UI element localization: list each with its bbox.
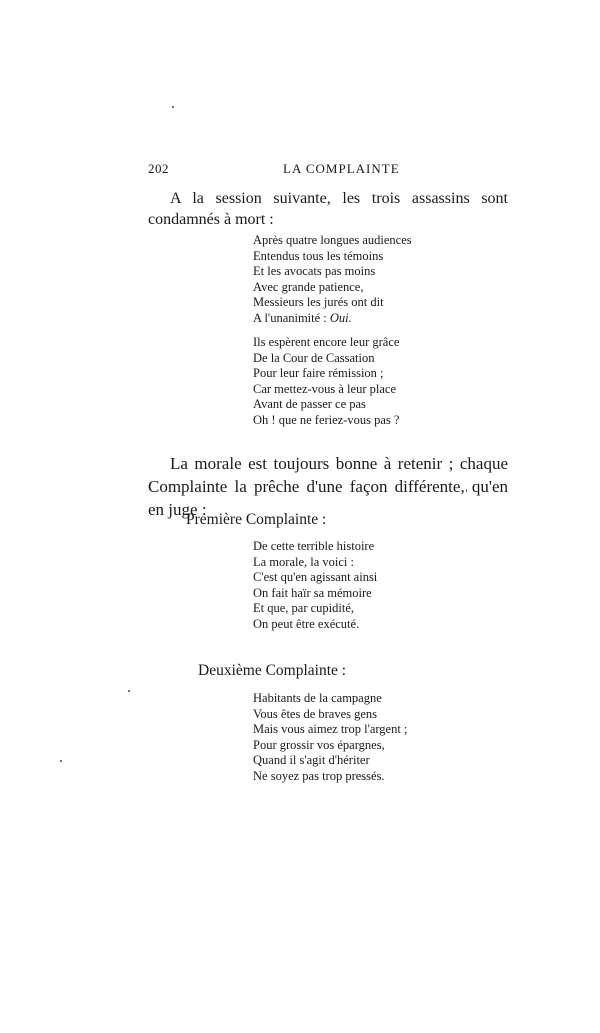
verse-line [253, 311, 412, 327]
page-number: 202 [148, 161, 169, 176]
verse-line: Et que, par cupidité, [253, 601, 355, 615]
verse-stanza-grace [253, 335, 399, 428]
verse-line-text: A l'unanimité : [253, 310, 330, 325]
verse-line: Après quatre longues audiences [253, 233, 412, 247]
print-speck [128, 690, 130, 692]
verse-line: Et les avocats pas moins [253, 264, 376, 278]
verse-line: Pour leur faire rémission ; [253, 366, 384, 380]
verse-line: Ils espèrent encore leur grâce [253, 335, 400, 349]
verse-line: Mais vous aimez trop l'argent ; [253, 722, 408, 736]
paragraph-session: A la session suivante, les trois assassins sont condamnés à mort : [148, 190, 508, 228]
verse-stanza-verdict [253, 233, 412, 326]
verse-line: Ne soyez pas trop pressés. [253, 768, 385, 783]
verse-line: Quand il s'agit d'hériter [253, 753, 370, 767]
subheading-first-complainte: Première Complainte : [186, 511, 327, 528]
verse-line: C'est qu'en agissant ainsi [253, 570, 378, 584]
verse-line: Entendus tous les témoins [253, 248, 384, 263]
verse-line: Pour grossir vos épargnes, [253, 737, 385, 752]
verse-line: Avant de passer ce pas [253, 397, 366, 411]
page-header [148, 161, 510, 179]
verse-line: De la Cour de Cassation [253, 350, 375, 365]
running-title: LA COMPLAINTE [283, 161, 400, 176]
verse-line: On peut être exécuté. [253, 616, 360, 631]
verse-line: Vous êtes de braves gens [253, 706, 378, 721]
verse-line: Avec grande patience, [253, 279, 364, 294]
verse-line: Habitants de la campagne [253, 691, 382, 705]
print-speck [172, 106, 174, 108]
verse-line: On fait haïr sa mémoire [253, 585, 372, 600]
verse-line: De cette terrible histoire [253, 539, 375, 553]
paragraph-morale: La morale est toujours bonne à retenir ; chaque Complainte la prêche d'une façon différente, qu'en en juge : [148, 454, 508, 519]
verse-emphasis: Oui. [329, 310, 352, 325]
print-speck [60, 760, 62, 762]
verse-line: Oh ! que ne feriez-vous pas ? [253, 412, 400, 427]
verse-line: Car mettez-vous à leur place [253, 381, 396, 396]
verse-stanza-first [253, 539, 377, 632]
verse-stanza-second [253, 691, 407, 784]
verse-line: La morale, la voici : [253, 554, 355, 569]
verse-line: Messieurs les jurés ont dit [253, 295, 384, 309]
subheading-second-complainte: Deuxième Complainte : [198, 662, 347, 679]
